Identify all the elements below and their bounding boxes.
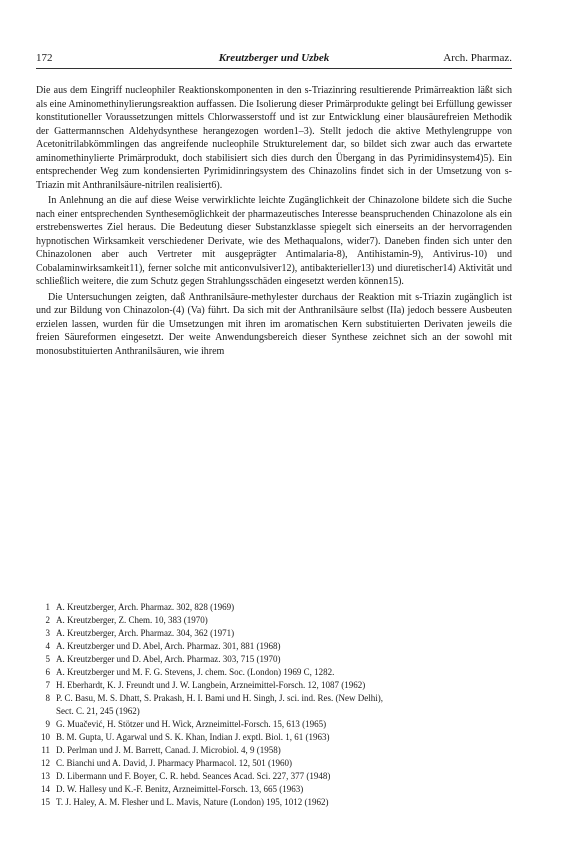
reference-text: A. Kreutzberger und D. Abel, Arch. Pharmaz. 303, 715 (1970) [56, 654, 281, 664]
reference-text: D. W. Hallesy und K.-F. Benitz, Arzneimittel-Forsch. 13, 665 (1963) [56, 784, 304, 794]
reference-item [36, 692, 512, 705]
reference-continuation: Sect. C. 21, 245 (1962) [56, 706, 140, 716]
journal-name: Arch. Pharmaz. [443, 52, 512, 64]
reference-number: 10 [41, 732, 50, 742]
reference-number: 4 [45, 641, 50, 651]
reference-item [36, 796, 512, 809]
reference-list [36, 601, 512, 809]
reference-number: 8 [45, 693, 50, 703]
running-title: Kreutzberger und Uzbek [218, 52, 330, 64]
reference-text: A. Kreutzberger, Z. Chem. 10, 383 (1970) [56, 615, 208, 625]
reference-item [36, 718, 512, 731]
reference-number: 1 [45, 602, 50, 612]
reference-item [36, 731, 512, 744]
reference-number: 7 [45, 680, 50, 690]
reference-item [36, 614, 512, 627]
reference-number: 6 [45, 667, 50, 677]
reference-text: P. C. Basu, M. S. Dhatt, S. Prakash, H. I. Bami und H. Singh, J. sci. ind. Res. (New Delhi), [56, 693, 383, 703]
reference-item [36, 757, 512, 770]
reference-text: A. Kreutzberger, Arch. Pharmaz. 302, 828 (1969) [56, 602, 235, 612]
page-number: 172 [36, 52, 53, 64]
reference-text: A. Kreutzberger und D. Abel, Arch. Pharmaz. 301, 881 (1968) [56, 641, 281, 651]
body-text [36, 84, 512, 358]
reference-text: A. Kreutzberger, Arch. Pharmaz. 304, 362 (1971) [56, 628, 235, 638]
reference-number: 5 [45, 654, 50, 664]
paragraph: In Anlehnung an die auf diese Weise verwirklichte leichte Zugänglichkeit der Chinazolone bildete sich die Suche nach einer entsprechenden Synthesemöglichkeit der pharmazeutisches Interesse beanspruchenden Chinazolone als ein erstrebenswertes Ziel heraus. Die Bedeutung dieser Substanzklasse spiegelt sich einerseits an der hervorragenden hypnotischen Wirksamkeit verschiedener Derivate, wie des Methaqualons, wider7). Daneben finden sich unter den Chinazolonen aber auch Vertreter mit ausgeprägter Antimalaria-8), Antihistamin-9), Antivirus-10) und Cobalaminwirksamkeit11), ferner solche mit anticonvulsiver12), antibakterieller13) und diuretischer14) Aktivität und schließlich weitere, die zum Schutz gegen Strahlungsschäden eingesetzt werden können15). [36, 195, 512, 287]
reference-text: T. J. Haley, A. M. Flesher und L. Mavis, Nature (London) 195, 1012 (1962) [56, 797, 329, 807]
reference-number: 13 [41, 771, 50, 781]
paragraph: Die Untersuchungen zeigten, daß Anthranilsäure-methylester durchaus der Reaktion mit s-Triazin zugänglich ist und zur Bildung von Chinazolon-(4) (Va) führt. Da sich mit der Anthranilsäure selbst (IIa) jedoch bessere Ausbeuten erzielen lassen, wurden für die Umsetzungen mit ihren im aromatischen Kern substituierten Derivaten jeweils die freien Säureformen eingesetzt. Der weite Anwendungsbereich dieser Synthese zeichnet sich an der sowohl mit monosubstituierten Anthranilsäuren, wie ihrem [36, 291, 512, 357]
reference-text: D. Libermann und F. Boyer, C. R. hebd. Seances Acad. Sci. 227, 377 (1948) [56, 771, 331, 781]
reference-text: G. Muačević, H. Stötzer und H. Wick, Arzneimittel-Forsch. 15, 613 (1965) [56, 719, 327, 729]
reference-number: 11 [41, 745, 50, 755]
reference-item [36, 679, 512, 692]
reference-number: 3 [45, 628, 50, 638]
reference-number: 15 [41, 797, 50, 807]
reference-number: 9 [45, 719, 50, 729]
reference-item [36, 783, 512, 796]
reference-text: B. M. Gupta, U. Agarwal und S. K. Khan, Indian J. exptl. Biol. 1, 61 (1963) [56, 732, 330, 742]
reference-text: C. Bianchi und A. David, J. Pharmacy Pharmacol. 12, 501 (1960) [56, 758, 292, 768]
header-rule [36, 68, 512, 69]
reference-item [36, 653, 512, 666]
reference-number: 12 [41, 758, 50, 768]
reference-text: H. Eberhardt, K. J. Freundt und J. W. Langbein, Arzneimittel-Forsch. 12, 1087 (1962) [56, 680, 366, 690]
reference-item [36, 744, 512, 757]
reference-number: 14 [41, 784, 50, 794]
reference-item [36, 770, 512, 783]
reference-item [36, 640, 512, 653]
reference-text: D. Perlman und J. M. Barrett, Canad. J. Microbiol. 4, 9 (1958) [56, 745, 281, 755]
reference-number: 2 [45, 615, 50, 625]
reference-item [36, 627, 512, 640]
reference-item [36, 601, 512, 614]
page-header [36, 50, 512, 66]
reference-text: A. Kreutzberger und M. F. G. Stevens, J. chem. Soc. (London) 1969 C, 1282. [56, 667, 335, 677]
reference-item [36, 666, 512, 679]
paragraph: Die aus dem Eingriff nucleophiler Reaktionskomponenten in den s-Triazinring resultierende Primärreaktion läßt sich als eine Aminomethinylierungsreaktion auffassen. Die Isolierung dieser Primärprodukte gelingt bei Erfüllung gewisser konstitutioneller Voraussetzungen mittels Chlorwasserstoff und ist zur Entwicklung einer blausäurefreien Methodik der Gattermannschen Aldehydsynthese herangezogen worden1–3). Stellt jedoch die aktive Methylengruppe von Acetonitrilabkömmlingen das angreifende nucleophile Strukturelement dar, so bildet sich zwar auch das erwartete aminomethinylierte Primärprodukt, doch stabilisiert sich dies durch den Übergang in das Pyrimidinsystem4)5). Ein entsprechender Weg zum kondensierten Pyrimidinringsystem des Chinazolins findet sich in der Umsetzung von s-Triazin mit Anthranilsäure-nitrilen realisiert6). [36, 85, 512, 191]
